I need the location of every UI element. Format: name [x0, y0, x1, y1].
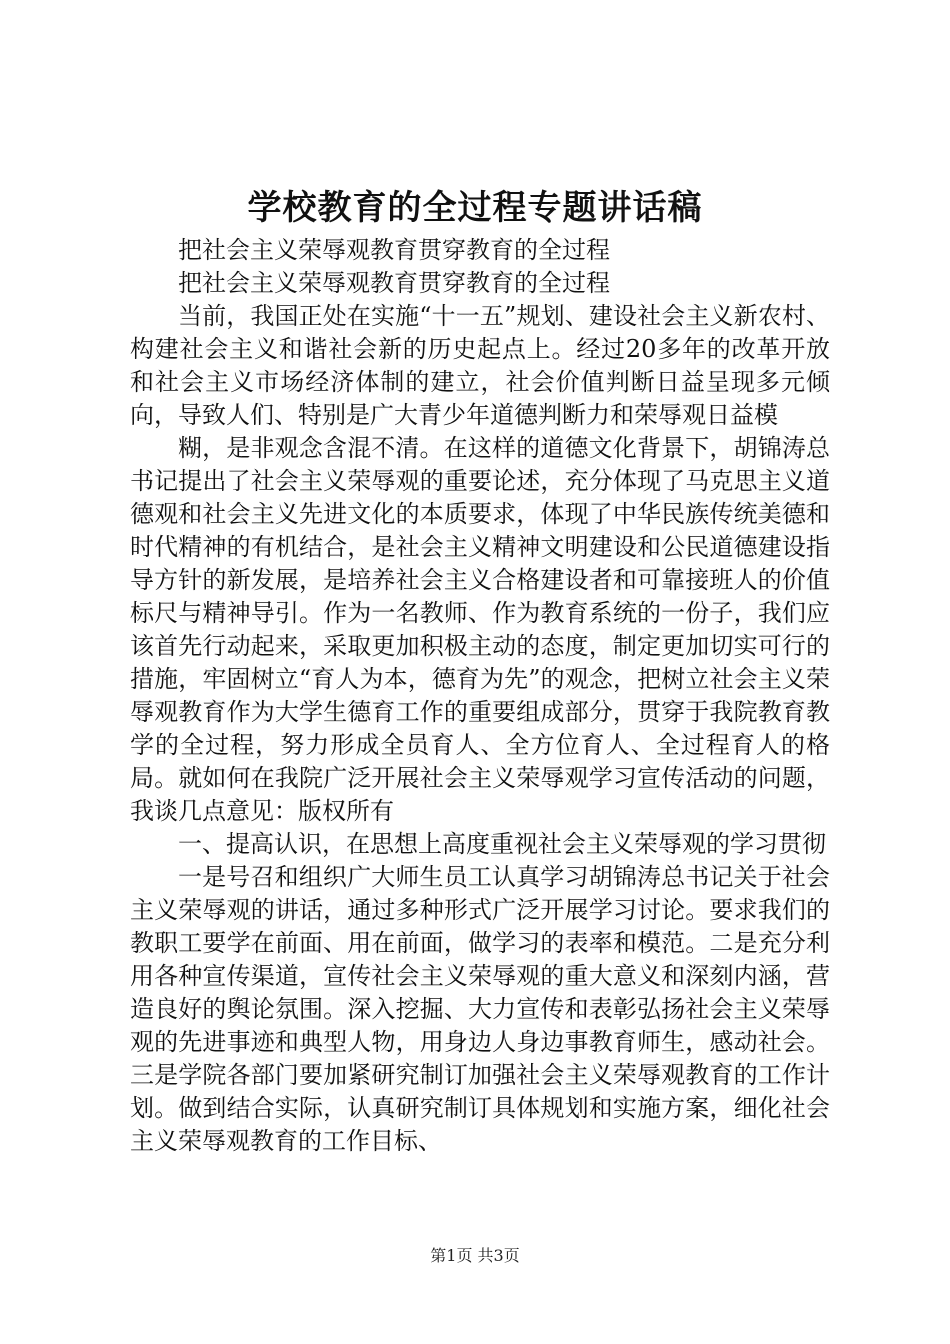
paragraph-intro: 当前，我国正处在实施“十一五”规划、建设社会主义新农村、构建社会主义和谐社会新的历史起点上。经过20多年的改革开放和社会主义市场经济体制的建立，社会价值判断日益呈现多元倾向，导致人们、特别是广大青少年道德判断力和荣辱观日益模 [130, 302, 830, 429]
section-heading-1: 一、提高认识，在思想上高度重视社会主义荣辱观的学习贯彻 [178, 830, 826, 858]
paragraph-subtitle-2: 把社会主义荣辱观教育贯穿教育的全过程 [178, 269, 610, 297]
paragraph-main: 糊，是非观念含混不清。在这样的道德文化背景下，胡锦涛总书记提出了社会主义荣辱观的重要论述，充分体现了马克思主义道德观和社会主义先进文化的本质要求，体现了中华民族传统美德和时代精神的有机结合，是社会主义精神文明建设和公民道德建设指导方针的新发展，是培养社会主义合格建设者和可靠接班人的价值标尺与精神导引。作为一名教师、作为教育系统的一份子，我们应该首先行动起来，采取更加积极主动的态度，制定更加切实可行的措施，牢固树立“育人为本，德育为先”的观念，把树立社会主义荣辱观教育作为大学生德育工作的重要组成部分，贯穿于我院教育教学的全过程，努力形成全员育人、全方位育人、全过程育人的格局。就如何在我院广泛开展社会主义荣辱观学习宣传活动的问题，我谈几点意见：版权所有 [130, 434, 830, 825]
page-footer: 第1页 共3页 [430, 1246, 520, 1265]
paragraph-section-1: 一是号召和组织广大师生员工认真学习胡锦涛总书记关于社会主义荣辱观的讲话，通过多种形式广泛开展学习讨论。要求我们的教职工要学在前面、用在前面，做学习的表率和模范。二是充分利用各种宣传渠道，宣传社会主义荣辱观的重大意义和深刻内涵，营造良好的舆论氛围。深入挖掘、大力宣传和表彰弘扬社会主义荣辱观的先进事迹和典型人物，用身边人身边事教育师生，感动社会。三是学院各部门要加紧研究制订加强社会主义荣辱观教育的工作计划。做到结合实际，认真研究制订具体规划和实施方案，细化社会主义荣辱观教育的工作目标、 [130, 863, 830, 1155]
document-body [130, 234, 830, 1158]
paragraph-subtitle-1: 把社会主义荣辱观教育贯穿教育的全过程 [178, 236, 610, 264]
document-title: 学校教育的全过程专题讲话稿 [247, 188, 703, 228]
